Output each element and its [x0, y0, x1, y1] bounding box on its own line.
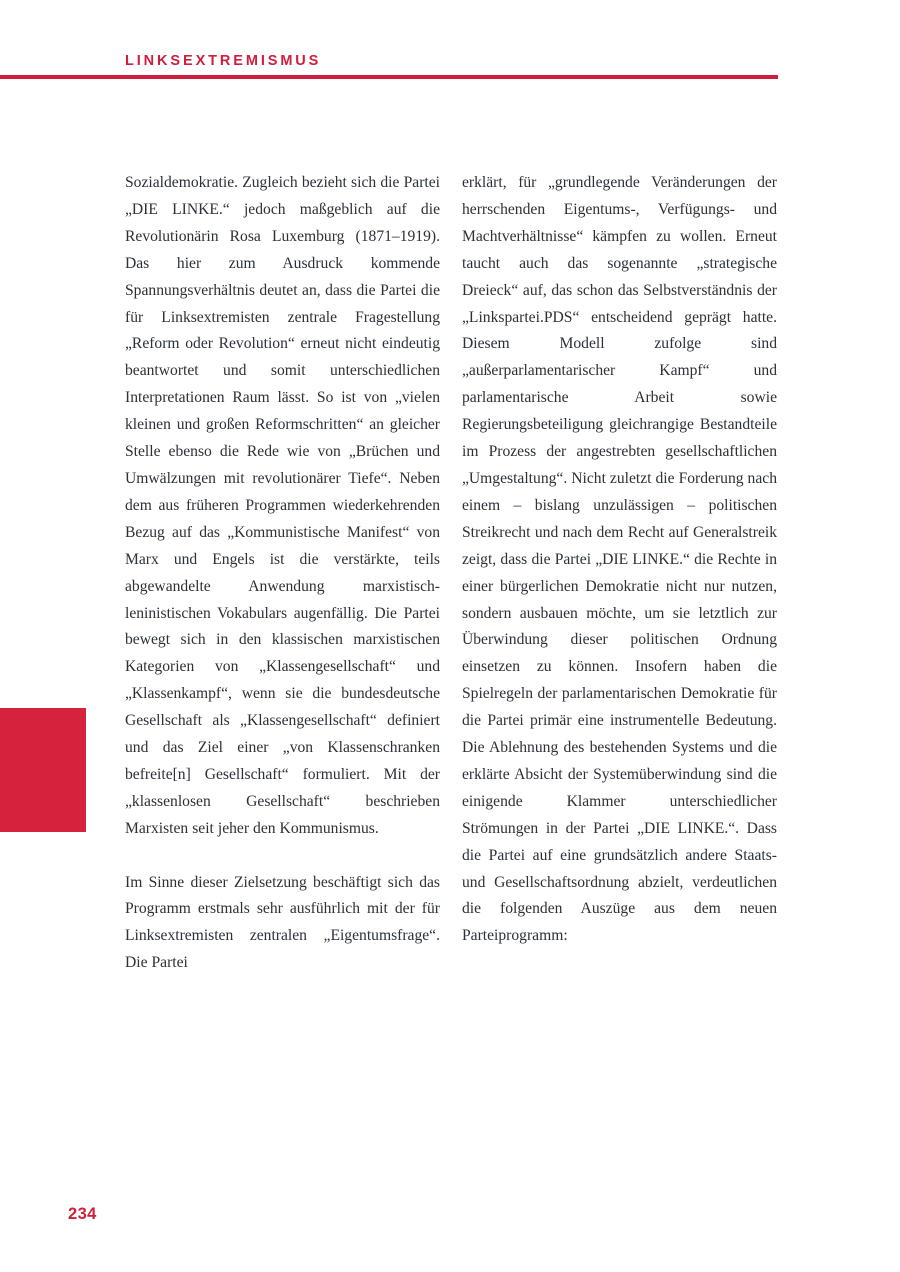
running-head — [0, 52, 778, 80]
page-number: 234 — [68, 1205, 97, 1223]
paragraph: erklärt, für „grundlegende Veränderungen der herrschenden Eigentums-, Verfügungs- und Machtverhältnisse“ kämpfen zu wollen. Erneut taucht auch das sogenannte „strategische Dreieck“ auf, das schon das Selbstverständnis der „Linkspartei.PDS“ entscheidend geprägt hatte. Diesem Modell zufolge sind „außerparlamentarischer Kampf“ und parlamentarische Arbeit sowie Regierungsbeteiligung gleichrangige Bestandteile im Prozess der angestrebten gesellschaftlichen „Umgestaltung“. Nicht zuletzt die Forderung nach einem – bislang unzulässigen – politischen Streikrecht und nach dem Recht auf Generalstreik zeigt, dass die Partei „DIE LINKE.“ die Rechte in einer bürgerlichen Demokratie nicht nur nutzen, sondern ausbauen möchte, um sie letztlich zur Überwindung dieser politischen Ordnung einsetzen zu können. Insofern haben die Spielregeln der parlamentarischen Demokratie für die Partei primär eine instrumentelle Bedeutung. Die Ablehnung des bestehenden Systems und die erklärte Absicht der Systemüberwindung sind die einigende Klammer unterschiedlicher Strömungen in der Partei „DIE LINKE.“. Dass die Partei auf eine grundsätzlich andere Staats- und Gesellschaftsordnung abzielt, verdeutlichen die folgenden Auszüge aus dem neuen Parteiprogramm: — [462, 174, 777, 945]
running-head-title: LINKSEXTREMISMUS — [125, 53, 322, 69]
column-right — [462, 170, 777, 1160]
margin-section-tab — [0, 708, 86, 832]
paragraph: Im Sinne dieser Zielsetzung beschäftigt sich das Programm erstmals sehr ausführlich mit der für Linksextremisten zentralen „Eigentumsfrage“. Die Partei — [125, 873, 440, 972]
running-head-rule — [0, 75, 778, 79]
text-columns — [125, 170, 778, 1160]
paragraph: Sozialdemokratie. Zugleich bezieht sich die Partei „DIE LINKE.“ jedoch maßgeblich auf die Revolutionärin Rosa Luxemburg (1871–1919). Das hier zum Ausdruck kommende Spannungsverhältnis deutet an, dass die Partei die für Linksextremisten zentrale Fragestellung „Reform oder Revolution“ erneut nicht eindeutig beantwortet und somit unterschiedlichen Interpretationen Raum lässt. So ist von „vielen kleinen und großen Reformschritten“ an gleicher Stelle ebenso die Rede wie von „Brüchen und Umwälzungen mit revolutionärer Tiefe“. Neben dem aus früheren Programmen wiederkehrenden Bezug auf das „Kommunistische Manifest“ von Marx und Engels ist die verstärkte, teils abgewandelte Anwendung marxistisch-leninistischen Vokabulars augenfällig. Die Partei bewegt sich in den klassischen marxistischen Kategorien von „Klassengesellschaft“ und „Klassenkampf“, wenn sie die bundesdeutsche Gesellschaft als „Klassengesellschaft“ definiert und das Ziel einer „von Klassenschranken befreite[n] Gesellschaft“ formuliert. Mit der „klassenlosen Gesellschaft“ beschrieben Marxisten seit jeher den Kommunismus. — [125, 174, 440, 837]
column-left — [125, 170, 440, 1160]
